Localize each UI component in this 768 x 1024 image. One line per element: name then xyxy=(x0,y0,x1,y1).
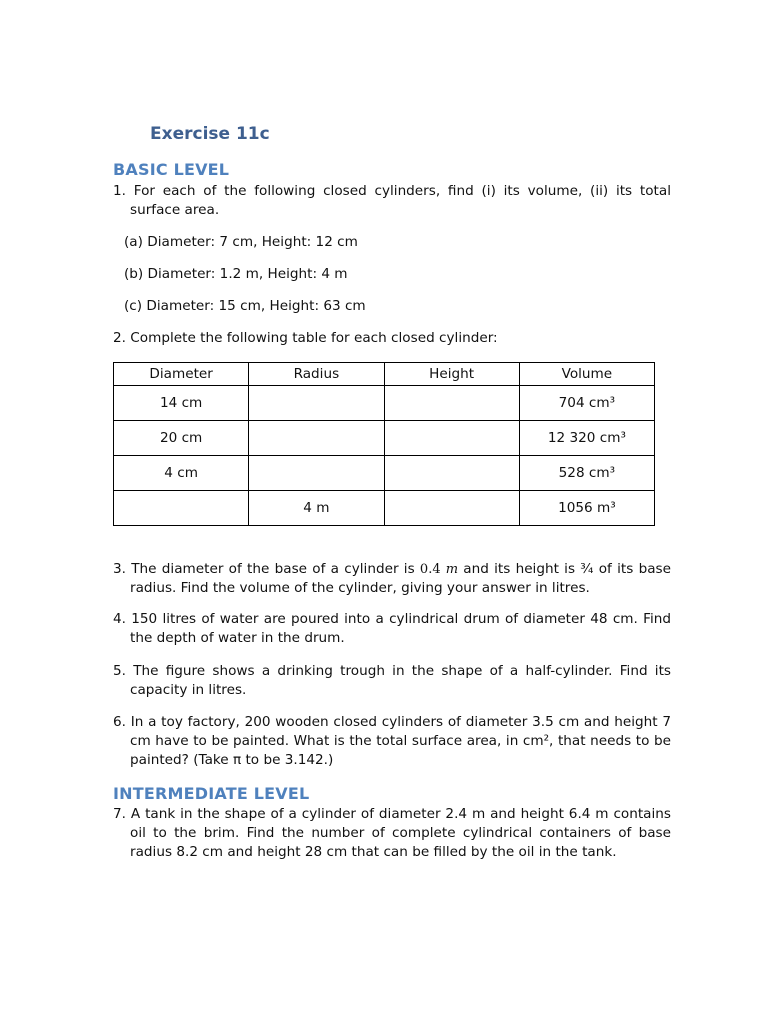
question-5: 5. The figure shows a drinking trough in the shape of a half-cylinder. Find its capacity in litres. xyxy=(113,663,671,698)
question-3-text-after: and its height is ¾ of its base radius. Find the volume of the cylinder, giving your answer in litres. xyxy=(130,561,671,596)
cell-diameter: 4 cm xyxy=(114,456,249,491)
question-1: 1. For each of the following closed cylinders, find (i) its volume, (ii) its total surface area. xyxy=(113,183,671,218)
question-6: 6. In a toy factory, 200 wooden closed cylinders of diameter 3.5 cm and height 7 cm have to be painted. What is the total surface area, in cm², that needs to be painted? (Take π to be 3.142.) xyxy=(113,714,671,768)
question-7: 7. A tank in the shape of a cylinder of diameter 2.4 m and height 6.4 m contains oil to the brim. Find the number of complete cylindrical containers of base radius 8.2 cm and height 28 cm that can be filled by the oil in the tank. xyxy=(113,806,671,860)
question-1-part-b: (b) Diameter: 1.2 m, Height: 4 m xyxy=(124,266,348,282)
cell-height xyxy=(384,491,519,526)
question-2: 2. Complete the following table for each closed cylinder: xyxy=(113,330,498,346)
table-row xyxy=(114,456,655,491)
question-4: 4. 150 litres of water are poured into a cylindrical drum of diameter 48 cm. Find the depth of water in the drum. xyxy=(113,611,671,646)
table-row xyxy=(114,386,655,421)
cell-radius xyxy=(249,386,384,421)
diameter-unit: m xyxy=(445,562,459,577)
cell-radius xyxy=(249,456,384,491)
cell-height xyxy=(384,456,519,491)
cell-diameter: 14 cm xyxy=(114,386,249,421)
question-3 xyxy=(113,560,671,598)
cell-diameter: 20 cm xyxy=(114,421,249,456)
header-volume: Volume xyxy=(519,363,654,386)
header-height: Height xyxy=(384,363,519,386)
cell-volume: 704 cm³ xyxy=(519,386,654,421)
intermediate-level-heading: INTERMEDIATE LEVEL xyxy=(113,784,310,803)
question-1-part-a: (a) Diameter: 7 cm, Height: 12 cm xyxy=(124,234,358,250)
cell-diameter xyxy=(114,491,249,526)
cylinder-table xyxy=(113,362,655,526)
question-3-text-before: 3. The diameter of the base of a cylinder is xyxy=(113,561,420,577)
cell-volume: 12 320 cm³ xyxy=(519,421,654,456)
question-3-diameter-value xyxy=(420,562,458,577)
cell-radius xyxy=(249,421,384,456)
table-row xyxy=(114,491,655,526)
cell-radius: 4 m xyxy=(249,491,384,526)
basic-level-heading: BASIC LEVEL xyxy=(113,160,230,179)
header-diameter: Diameter xyxy=(114,363,249,386)
table-header-row xyxy=(114,363,655,386)
header-radius: Radius xyxy=(249,363,384,386)
question-1-part-c: (c) Diameter: 15 cm, Height: 63 cm xyxy=(124,298,366,314)
cell-volume: 528 cm³ xyxy=(519,456,654,491)
table-row xyxy=(114,421,655,456)
cell-volume: 1056 m³ xyxy=(519,491,654,526)
cell-height xyxy=(384,386,519,421)
diameter-number: 0.4 xyxy=(419,562,441,577)
page-title: Exercise 11c xyxy=(150,124,270,144)
cell-height xyxy=(384,421,519,456)
